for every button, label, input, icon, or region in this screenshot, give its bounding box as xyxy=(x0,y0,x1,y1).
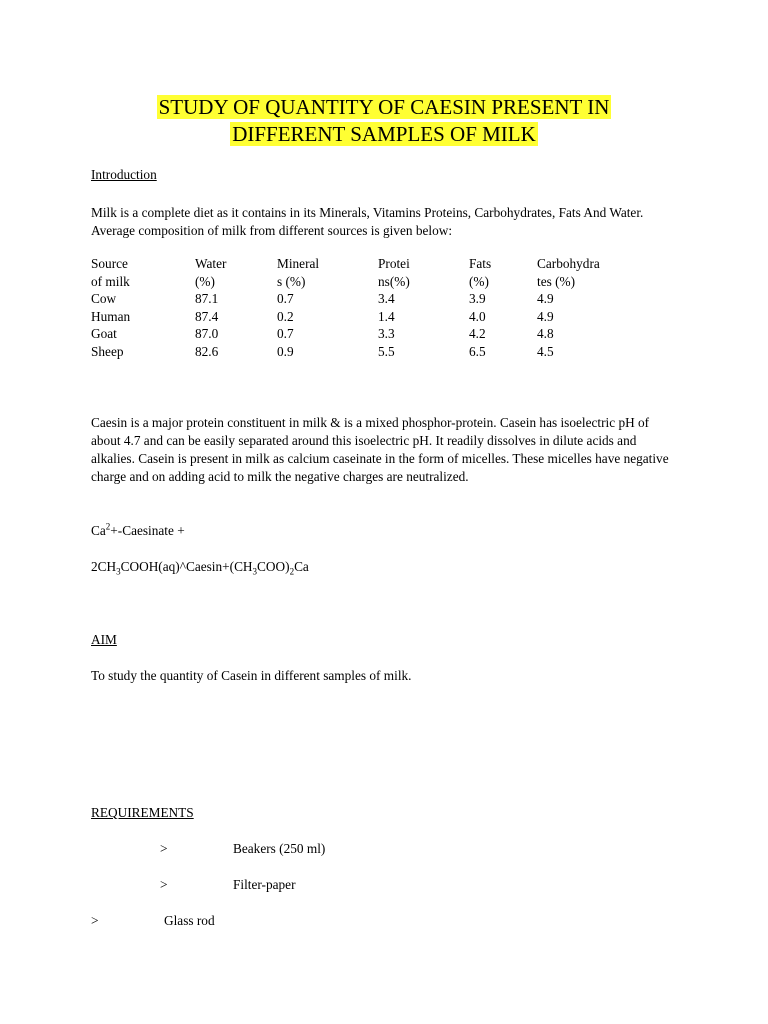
header-cell: s (%) xyxy=(277,273,306,289)
table-cell: 4.8 xyxy=(537,326,554,342)
table-cell: 0.7 xyxy=(277,326,294,342)
table-cell: 4.0 xyxy=(469,308,486,324)
milk-composition-table xyxy=(89,255,629,361)
table-cell: 4.9 xyxy=(537,291,554,307)
table-cell: Cow xyxy=(91,291,117,307)
table-cell: 87.4 xyxy=(195,308,219,324)
table-cell: 3.9 xyxy=(469,291,486,307)
equation-part: COOH(aq)^Caesin+(CH xyxy=(120,559,253,574)
casein-paragraph: Caesin is a major protein constituent in milk & is a mixed phosphor-protein. Casein has isoelectric pH of about 4.7 and can be easily separated around this isoelectric pH. It readily dissolves in dilute acids and alkalies. Casein is present in milk as calcium caseinate in the form of micelles. These micelles have negative charge and on adding acid to milk the negative charges are neutralized. xyxy=(91,415,669,484)
document-title xyxy=(0,94,768,148)
equation-part: Ca xyxy=(91,523,106,538)
table-cell: 82.6 xyxy=(195,343,219,359)
header-cell: (%) xyxy=(469,273,489,289)
equation-subscript: 2 xyxy=(289,566,295,577)
title-line-2: DIFFERENT SAMPLES OF MILK xyxy=(232,122,536,146)
list-bullet: > xyxy=(91,913,99,928)
table-cell: 4.9 xyxy=(537,308,554,324)
equation-part: +-Caesinate + xyxy=(110,523,185,538)
header-cell: ns(%) xyxy=(378,273,410,289)
table-cell: 0.2 xyxy=(277,308,294,324)
table-row xyxy=(89,308,629,326)
aim-heading: AIM xyxy=(91,632,117,647)
equation-subscript: 3 xyxy=(116,566,121,577)
aim-text: To study the quantity of Casein in different samples of milk. xyxy=(91,668,412,683)
table-cell: 0.9 xyxy=(277,343,294,359)
table-cell: 5.5 xyxy=(378,343,395,359)
header-cell: Mineral xyxy=(277,256,320,271)
introduction-heading: Introduction xyxy=(91,167,157,182)
table-cell: 1.4 xyxy=(378,308,395,324)
title-line-1: STUDY OF QUANTITY OF CAESIN PRESENT IN xyxy=(158,95,610,119)
table-header-row-1 xyxy=(89,255,629,273)
table-row xyxy=(89,290,629,308)
header-cell: Water xyxy=(195,256,227,271)
table-cell: Goat xyxy=(91,326,117,342)
equation-line-1 xyxy=(91,522,185,540)
introduction-text: Milk is a complete diet as it contains in its Minerals, Vitamins Proteins, Carbohydrates, Fats And Water. Average composition of milk from different sources is given below: xyxy=(91,205,644,238)
table-cell: Human xyxy=(91,308,131,324)
equation-line-2 xyxy=(91,558,309,576)
header-cell: Source xyxy=(91,256,128,271)
requirement-item-glass-rod: Glass rod xyxy=(164,913,215,928)
list-bullet: > xyxy=(160,841,168,856)
table-cell: 6.5 xyxy=(469,343,486,359)
equation-superscript: 2 xyxy=(105,521,111,532)
table-row xyxy=(89,343,629,361)
table-cell: 87.1 xyxy=(195,291,219,307)
table-cell: 87.0 xyxy=(195,326,219,342)
requirements-heading: REQUIREMENTS xyxy=(91,805,194,820)
header-cell: Protei xyxy=(378,256,410,271)
table-cell: 3.4 xyxy=(378,291,395,307)
equation-part: Ca xyxy=(294,559,309,574)
table-cell: 0.7 xyxy=(277,291,294,307)
header-cell: Fats xyxy=(469,256,492,271)
table-cell: Sheep xyxy=(91,343,124,359)
table-row xyxy=(89,325,629,343)
equation-subscript: 3 xyxy=(252,566,258,577)
header-cell: (%) xyxy=(195,273,215,289)
requirement-item-beakers: Beakers (250 ml) xyxy=(233,841,326,856)
list-bullet: > xyxy=(160,877,168,892)
table-cell: 3.3 xyxy=(378,326,395,342)
table-cell: 4.5 xyxy=(537,343,554,359)
equation-part: COO) xyxy=(257,559,290,574)
table-header-row-2 xyxy=(89,273,629,291)
table-cell: 4.2 xyxy=(469,326,486,342)
requirement-item-filter-paper: Filter-paper xyxy=(233,877,296,892)
header-cell: tes (%) xyxy=(537,273,576,289)
header-cell: Carbohydra xyxy=(537,256,600,271)
equation-part: 2CH xyxy=(91,559,117,574)
header-cell: of milk xyxy=(91,273,130,289)
